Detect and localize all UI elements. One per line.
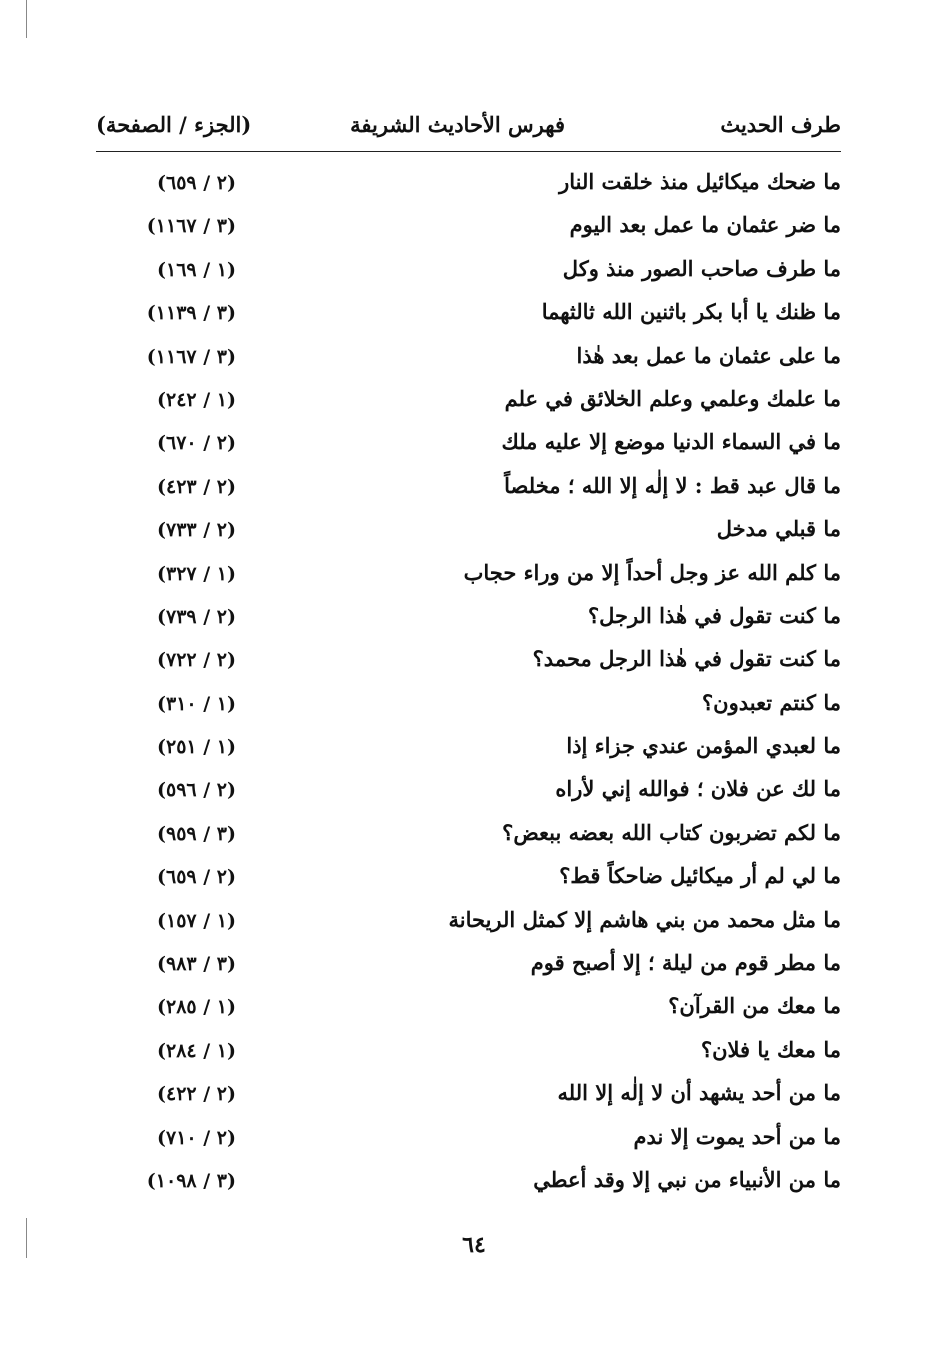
- index-entry: [96, 160, 841, 203]
- index-entry: [96, 1158, 841, 1201]
- volume-page-reference: (١ / ٢٨٤): [156, 1039, 236, 1062]
- hadith-opening-text: ما لكم تضربون كتاب الله بعضه ببعض؟: [502, 819, 841, 845]
- index-entry: [96, 681, 841, 724]
- volume-page-reference: (٢ / ٧١٠): [156, 1126, 236, 1149]
- index-entry: [96, 551, 841, 594]
- hadith-opening-text: ما من أحد يشهد أن لا إلٰه إلا الله: [557, 1080, 841, 1106]
- hadith-opening-text: ما على عثمان ما عمل بعد هٰذا: [576, 342, 841, 368]
- volume-page-reference: (٢ / ٥٩٦): [156, 779, 236, 802]
- index-entry: [96, 1071, 841, 1114]
- volume-page-reference: (٣ / ١١٦٧): [146, 215, 236, 238]
- hadith-opening-text: ما من الأنبياء من نبي إلا وقد أعطي: [533, 1166, 841, 1192]
- hadith-opening-text: ما لك عن فلان ؛ فوالله إني لأراه: [555, 776, 841, 802]
- index-entry: [96, 420, 841, 463]
- index-entry: [96, 334, 841, 377]
- hadith-opening-text: ما لعبدي المؤمن عندي جزاء إذا: [566, 733, 841, 759]
- hadith-opening-text: ما معك من القرآن؟: [668, 993, 841, 1019]
- volume-page-reference: (٢ / ٤٢٢): [156, 1083, 236, 1106]
- index-entry: [96, 1115, 841, 1158]
- header-hadith-column-title: طرف الحديث: [720, 112, 841, 137]
- volume-page-reference: (٣ / ١١٦٧): [146, 345, 236, 368]
- volume-page-reference: (١ / ٣٢٧): [156, 562, 236, 585]
- running-header: [96, 108, 841, 142]
- index-entry: [96, 203, 841, 246]
- hadith-opening-text: ما طرف صاحب الصور منذ وكل: [562, 255, 841, 281]
- hadith-opening-text: ما من أحد يموت إلا ندم: [633, 1123, 841, 1149]
- volume-page-reference: (١ / ٢٨٥): [156, 996, 236, 1019]
- volume-page-reference: (٣ / ١١٣٩): [146, 302, 236, 325]
- hadith-opening-text: ما في السماء الدنيا موضع إلا عليه ملك: [501, 429, 841, 455]
- index-entry: [96, 984, 841, 1027]
- index-entry: [96, 854, 841, 897]
- hadith-opening-text: ما معك يا فلان؟: [700, 1036, 841, 1062]
- hadith-opening-text: ما مطر قوم من ليلة ؛ إلا أصبح قوم: [530, 950, 841, 976]
- header-index-title: فهرس الأحاديث الشريفة: [350, 112, 565, 137]
- volume-page-reference: (٢ / ٧٣٩): [156, 605, 236, 628]
- volume-page-reference: (٢ / ٧٣٣): [156, 519, 236, 542]
- volume-page-reference: (٢ / ٦٥٩): [156, 866, 236, 889]
- volume-page-reference: (٣ / ٩٨٣): [156, 953, 236, 976]
- volume-page-reference: (٢ / ٧٢٢): [156, 649, 236, 672]
- volume-page-reference: (٣ / ٩٥٩): [156, 822, 236, 845]
- hadith-opening-text: ما كنتم تعبدون؟: [702, 689, 841, 715]
- volume-page-reference: (١ / ٢٤٢): [156, 388, 236, 411]
- index-entry: [96, 507, 841, 550]
- volume-page-reference: (٢ / ٤٢٣): [156, 475, 236, 498]
- hadith-opening-text: ما كلم الله عز وجل أحداً إلا من وراء حجاب: [463, 559, 841, 585]
- page-number: ٦٤: [462, 1232, 486, 1258]
- index-entry: [96, 811, 841, 854]
- index-entry: [96, 290, 841, 333]
- index-entry: [96, 898, 841, 941]
- hadith-opening-text: ما ضحك ميكائيل منذ خلقت النار: [559, 169, 841, 194]
- volume-page-reference: (٣ / ١٠٩٨): [146, 1169, 236, 1192]
- index-entry: [96, 941, 841, 984]
- hadith-index-list: [96, 160, 841, 1201]
- header-rule: [96, 151, 841, 152]
- hadith-opening-text: ما قبلي مدخل: [716, 516, 841, 542]
- volume-page-reference: (١ / ٣١٠): [156, 692, 236, 715]
- hadith-opening-text: ما ضر عثمان ما عمل بعد اليوم: [569, 212, 841, 238]
- index-entry: [96, 247, 841, 290]
- page-edge-mark-top: [26, 0, 27, 38]
- index-entry: [96, 1028, 841, 1071]
- index-entry: [96, 464, 841, 507]
- index-entry: [96, 767, 841, 810]
- volume-page-reference: (١ / ١٦٩): [156, 258, 236, 281]
- hadith-opening-text: ما قال عبد قط : لا إلٰه إلا الله ؛ مخلصاً: [504, 472, 841, 498]
- hadith-opening-text: ما ظنك يا أبا بكر باثنين الله ثالثهما: [541, 299, 841, 325]
- hadith-opening-text: ما كنت تقول في هٰذا الرجل محمد؟: [532, 646, 841, 672]
- hadith-opening-text: ما لي لم أر ميكائيل ضاحكاً قط؟: [559, 863, 841, 889]
- index-entry: [96, 637, 841, 680]
- index-entry: [96, 594, 841, 637]
- header-reference-column-title: (الجزء / الصفحة): [96, 112, 252, 137]
- index-entry: [96, 724, 841, 767]
- index-entry: [96, 377, 841, 420]
- volume-page-reference: (٢ / ٦٥٩): [156, 172, 236, 194]
- volume-page-reference: (٢ / ٦٧٠): [156, 432, 236, 455]
- hadith-opening-text: ما علمك وعلمي وعلم الخلائق في علم: [504, 385, 841, 411]
- hadith-opening-text: ما مثل محمد من بني هاشم إلا كمثل الريحانة: [448, 906, 841, 932]
- volume-page-reference: (١ / ٢٥١): [156, 736, 236, 759]
- hadith-opening-text: ما كنت تقول في هٰذا الرجل؟: [587, 602, 841, 628]
- volume-page-reference: (١ / ١٥٧): [156, 909, 236, 932]
